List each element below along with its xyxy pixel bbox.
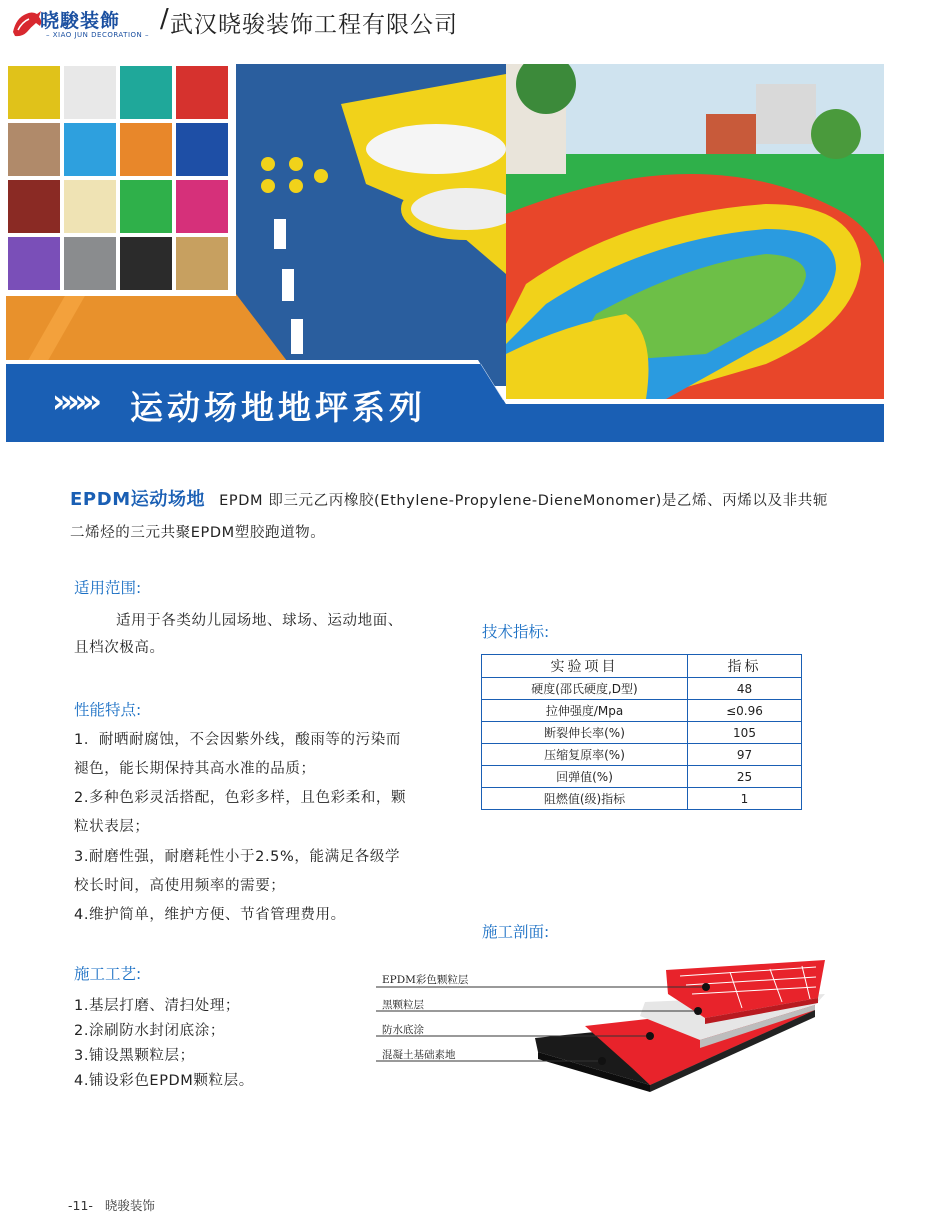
spec-header-item: 实验项目 [482,655,688,678]
spec-value: 97 [688,744,802,766]
feature-line-3: 2.多种色彩灵活搭配，色彩多样，且色彩柔和，颗 [74,790,407,806]
spec-item: 拉伸强度/Mpa [482,700,688,722]
features-title: 性能特点: [74,701,142,719]
process-title: 施工工艺: [74,965,142,983]
feature-line-2: 褪色，能长期保持其高水准的品质； [74,761,316,777]
intro-title: EPDM运动场地 [70,489,206,510]
scope-title: 适用范围: [74,579,142,597]
page-number: -11- [68,1198,93,1213]
spec-item: 压缩复原率(%) [482,744,688,766]
feature-line-7: 4.维护简单，维护方便、节省管理费用。 [74,907,346,923]
scope-line-1: 适用于各类幼儿园场地、球场、运动地面、 [116,613,403,629]
logo-text: 晓駿装飾 [40,10,121,32]
company-name: 武汉晓骏装饰工程有限公司 [170,12,458,38]
spec-value: 105 [688,722,802,744]
hero-banner [6,64,884,442]
spec-item: 回弹值(%) [482,766,688,788]
layer-label: 混凝土基础素地 [382,1049,456,1061]
banner-arrows-icon: »»» [52,382,97,420]
spec-header-row [482,655,802,678]
section-diagram [370,950,840,1100]
page-footer [68,1196,155,1214]
header-divider: / [160,4,169,34]
banner-title: 运动场地地坪系列 [130,388,426,427]
spec-value: 1 [688,788,802,810]
table-row [482,678,802,700]
spec-header-value: 指标 [688,655,802,678]
process-line-4: 4.铺设彩色EPDM颗粒层。 [74,1073,254,1089]
horse-logo-icon [10,8,44,40]
spec-item: 阻燃值(级)指标 [482,788,688,810]
table-row [482,722,802,744]
intro-paragraph [70,484,840,549]
intro-text: EPDM 即三元乙丙橡胶(Ethylene-Propylene-DieneMonomer)是乙烯、丙烯以及非共轭二烯烃的三元共聚EPDM塑胶跑道物。 [70,493,828,541]
table-row [482,700,802,722]
layer-label: 防水底涂 [382,1024,424,1036]
feature-line-6: 校长时间，高使用频率的需要； [74,878,286,894]
spec-table [481,654,802,810]
spec-value: ≤0.96 [688,700,802,722]
spec-value: 48 [688,678,802,700]
spec-item: 硬度(邵氏硬度,D型) [482,678,688,700]
feature-line-4: 粒状表层； [74,819,150,835]
process-line-3: 3.铺设黑颗粒层； [74,1048,195,1064]
feature-line-5: 3.耐磨性强，耐磨耗性小于2.5%，能满足各级学 [74,849,401,865]
layer-label: 黑颗粒层 [382,999,424,1011]
footer-brand: 晓骏装饰 [104,1198,155,1213]
logo-subtext: – XIAO JUN DECORATION – [46,31,149,39]
table-row [482,766,802,788]
process-line-1: 1.基层打磨、清扫处理； [74,998,241,1014]
feature-line-1: 1．耐晒耐腐蚀，不会因紫外线，酸雨等的污染而 [74,732,401,748]
process-line-2: 2.涂刷防水封闭底涂； [74,1023,225,1039]
layer-label: EPDM彩色颗粒层 [382,974,469,986]
track-photo-right [506,64,884,399]
spec-item: 断裂伸长率(%) [482,722,688,744]
company-logo [10,6,160,42]
court-photo-left [6,64,526,386]
section-title: 施工剖面: [482,923,550,941]
spec-value: 25 [688,766,802,788]
table-row [482,744,802,766]
scope-line-2: 且档次极高。 [74,640,165,656]
table-row [482,788,802,810]
spec-title: 技术指标: [482,623,550,641]
